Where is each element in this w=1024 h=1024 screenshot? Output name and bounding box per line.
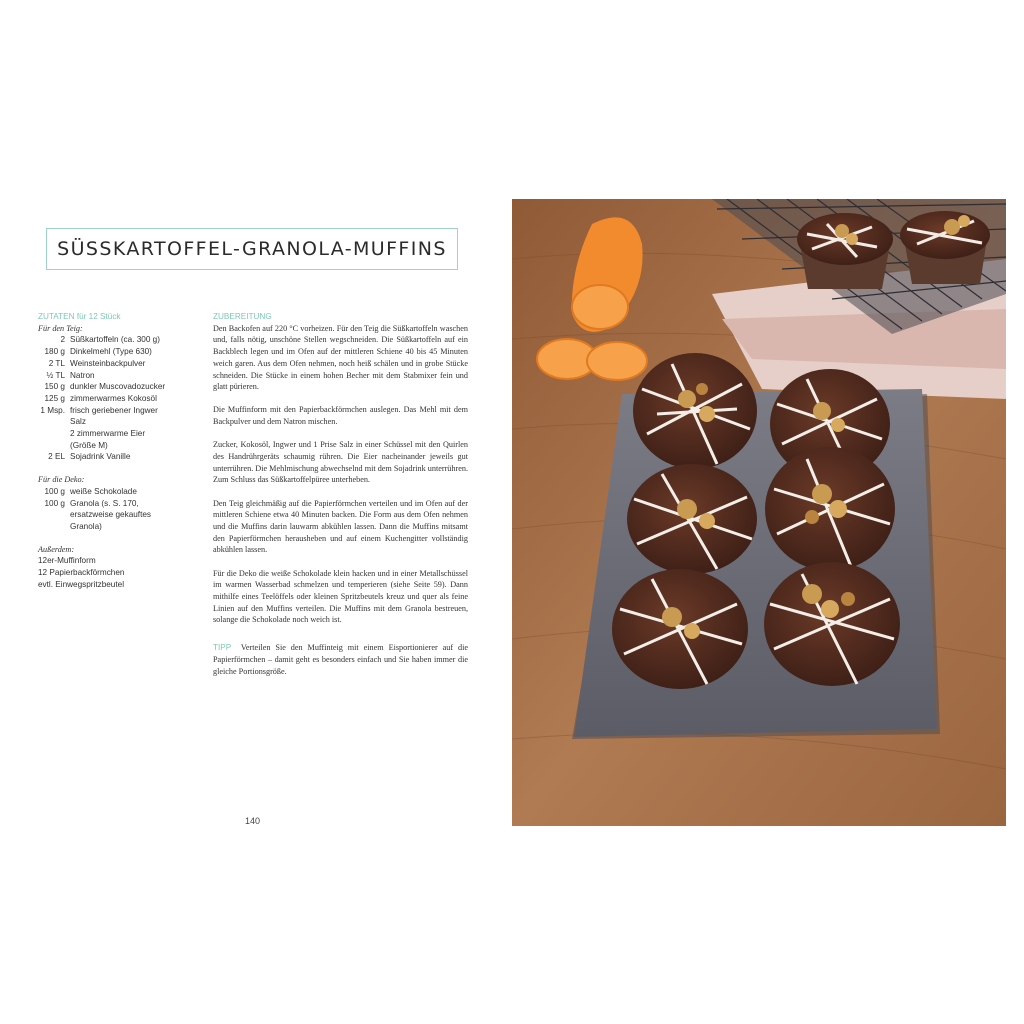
ingredient-row	[38, 416, 198, 428]
preparation-paragraph: Zucker, Kokosöl, Ingwer und 1 Prise Salz in einer Schüssel mit den Quirlen des Handrührgeräts schaumig rühren. Die Eier nacheinander jeweils gut unterrühren. Die Mehlmischung abwechselnd mit dem Sojadrink unterrühren. Zum Schluss das Süßkartoffelpüree unterheben.	[213, 440, 468, 485]
ingredient-name: zimmerwarmes Kokosöl	[70, 393, 157, 403]
ingredient-row	[38, 405, 198, 417]
ingredient-name: weiße Schokolade	[70, 486, 137, 496]
ingredient-name: Süßkartoffeln (ca. 300 g)	[70, 335, 160, 345]
preparation-heading: ZUBEREITUNG	[213, 312, 272, 321]
rack-muffin	[797, 213, 893, 289]
muffin-photo-illustration	[512, 199, 1006, 826]
extra-item: 12 Papierbackförmchen	[38, 568, 125, 578]
ingredient-name: Weinsteinbackpulver	[70, 358, 146, 368]
ingredient-row	[38, 428, 198, 440]
ingredient-amount: 1 Msp.	[40, 405, 65, 415]
ingredient-row	[38, 451, 198, 463]
ingredient-name: Natron	[70, 370, 95, 380]
ingredient-amount: 2	[60, 335, 65, 345]
ingredients-heading-rest: für 12 Stück	[74, 312, 121, 321]
ingredient-row	[38, 521, 198, 533]
dough-ingredient-list	[38, 334, 198, 463]
ingredient-amount: ½ TL	[46, 370, 65, 380]
page-number: 140	[245, 816, 261, 826]
ingredient-amount	[38, 521, 70, 533]
ingredient-amount: 180 g	[44, 347, 65, 357]
extra-items-list	[38, 555, 198, 590]
tray-muffin	[765, 447, 895, 571]
tip-label: TIPP	[213, 643, 232, 653]
ingredient-amount	[38, 416, 70, 428]
ingredient-amount: 100 g	[44, 486, 65, 496]
extra-item: evtl. Einwegspritzbeutel	[38, 579, 125, 589]
ingredient-amount: 100 g	[44, 498, 65, 508]
tray-muffin	[627, 464, 757, 574]
ingredient-amount	[38, 440, 70, 452]
ingredients-heading-accent: ZUTATEN	[38, 312, 75, 321]
ingredient-name: Salz	[70, 417, 86, 427]
recipe-title: SÜSSKARTOFFEL-GRANOLA-MUFFINS	[57, 238, 447, 260]
ingredient-name: ersatzweise gekauftes	[70, 510, 152, 520]
rack-muffin	[900, 211, 990, 284]
ingredient-amount	[38, 428, 70, 440]
ingredient-amount	[38, 509, 70, 521]
preparation-column	[213, 311, 468, 689]
ingredient-amount: 150 g	[44, 382, 65, 392]
ingredient-amount: 2 TL	[48, 358, 65, 368]
ingredient-name: frisch geriebener Ingwer	[70, 405, 158, 415]
preparation-paragraph: Für die Deko die weiße Schokolade klein hacken und in einer Metallschüssel im warmen Wasserbad schmelzen und temperieren (siehe Seite 59). Dann mithilfe eines Teelöffels oder kleinen Spritzbeutels kreuz und quer als feine Linien auf den Muffins verteilen. Die Muffins mit dem Granola bestreuen, solange die Schokolade noch weich ist.	[213, 568, 468, 625]
ingredient-amount: 125 g	[44, 393, 65, 403]
ingredient-row	[38, 498, 198, 510]
ingredient-name: Granola (s. S. 170,	[70, 498, 139, 508]
ingredient-row	[38, 509, 198, 521]
deko-ingredient-list	[38, 486, 198, 533]
preparation-steps	[213, 323, 468, 626]
ingredient-row	[38, 393, 198, 405]
preparation-paragraph: Die Muffinform mit den Papierbackförmchen auslegen. Das Mehl mit dem Backpulver und dem Natron mischen.	[213, 405, 468, 427]
ingredients-column	[38, 311, 198, 590]
ingredient-name: Granola)	[70, 521, 102, 531]
dough-label: Für den Teig:	[38, 323, 83, 333]
ingredient-name: dunkler Muscovadozucker	[70, 382, 166, 392]
ingredient-row	[38, 370, 198, 382]
ingredient-row	[38, 440, 198, 452]
ingredient-row	[38, 486, 198, 498]
ingredient-name: Sojadrink Vanille	[70, 452, 131, 462]
ingredients-heading	[38, 311, 198, 323]
ingredient-row	[38, 381, 198, 393]
tip-paragraph	[213, 642, 468, 677]
extra-label: Außerdem:	[38, 544, 75, 554]
ingredient-name: 2 zimmerwarme Eier	[70, 429, 146, 439]
ingredient-amount: 2 EL	[48, 452, 65, 462]
ingredient-row	[38, 346, 198, 358]
recipe-title-box	[46, 228, 458, 270]
muffin-photo	[512, 199, 1006, 826]
tray-muffin	[764, 562, 900, 686]
extra-item: 12er-Muffinform	[38, 556, 96, 566]
tray-muffin	[612, 569, 748, 689]
tray-muffin	[633, 353, 757, 469]
ingredient-name: (Größe M)	[70, 440, 108, 450]
tip-text: Verteilen Sie den Muffinteig mit einem Eisportionierer auf die Papierförmchen – damit geht es besonders einfach und Sie haben immer die gleiche Portionsgröße.	[213, 643, 468, 676]
ingredient-row	[38, 334, 198, 346]
preparation-paragraph: Den Teig gleichmäßig auf die Papierförmchen verteilen und im Ofen auf der mittleren Schiene etwa 40 Minuten backen. Die Form aus dem Ofen nehmen und die Muffins darin lauwarm abkühlen lassen. Dann die Muffins mitsamt den Papierförmchen herausheben und auf einem Kuchengitter vollständig abkühlen lassen.	[213, 498, 468, 555]
ingredient-row	[38, 358, 198, 370]
deko-label: Für die Deko:	[38, 475, 85, 485]
preparation-paragraph: Den Backofen auf 220 °C vorheizen. Für den Teig die Süßkartoffeln waschen und, falls nötig, unschöne Stellen wegschneiden. Die Süßkartoffeln auf ein Backblech legen und im Ofen auf der mittleren Schiene 40 bis 45 Minuten weich garen. Aus dem Ofen nehmen, noch heiß schälen und in grobe Stücke schneiden. Die Stücke in einem hohen Becher mit dem Stabmixer fein und glatt pürieren.	[213, 323, 468, 392]
ingredient-name: Dinkelmehl (Type 630)	[70, 347, 152, 357]
